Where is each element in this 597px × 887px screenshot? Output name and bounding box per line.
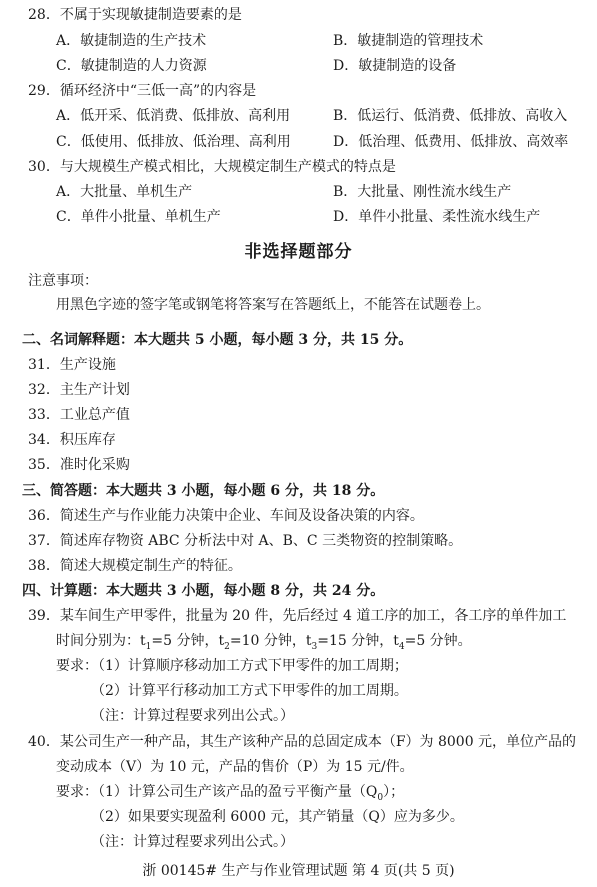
q28-option-a: A．敏捷制造的生产技术 [56, 33, 207, 49]
q29-option-c: C．低使用、低排放、低治理、高利用 [56, 134, 291, 150]
q39-line2 [56, 632, 472, 656]
q30-stem: 30．与大规模生产模式相比，大规模定制生产模式的特点是 [28, 159, 396, 175]
q40-line1: 40．某公司生产一种产品，其生产该种产品的总固定成本（F）为 8000 元，单位产品的 [28, 734, 577, 750]
section-title: 非选择题部分 [244, 242, 353, 262]
part3-heading: 三、简答题：本大题共 3 小题，每小题 6 分，共 18 分。 [22, 483, 385, 499]
q39-requirement-1: 要求：（1）计算顺序移动加工方式下甲零件的加工周期； [56, 658, 408, 674]
part2-heading: 二、名词解释题：本大题共 5 小题，每小题 3 分，共 15 分。 [22, 332, 413, 348]
q29-stem: 29．循环经济中“三低一高”的内容是 [28, 83, 257, 99]
q29-option-b: B．低运行、低消费、低排放、高收入 [333, 108, 568, 124]
q28-option-c: C．敏捷制造的人力资源 [56, 58, 207, 74]
q40-line2: 变动成本（V）为 10 元，产品的售价（P）为 15 元/件。 [56, 759, 414, 775]
q29-option-a: A．低开采、低消费、低排放、高利用 [56, 108, 291, 124]
q28-stem: 28．不属于实现敏捷制造要素的是 [28, 7, 242, 23]
q39-line1: 39．某车间生产甲零件，批量为 20 件，先后经过 4 道工序的加工，各工序的单件加工 [28, 608, 567, 624]
q40-requirement-1: 要求：（1）计算公司生产该产品的盈亏平衡产量$(Q_0)$； [56, 784, 405, 803]
q34-item: 34．积压库存 [28, 432, 116, 448]
q39-time-2: $t_2=10$ 分钟， [218, 633, 306, 652]
q29-option-d: D．低治理、低费用、低排放、高效率 [333, 134, 569, 150]
q36-item: 36．简述生产与作业能力决策中企业、车间及设备决策的内容。 [28, 508, 424, 524]
q31-item: 31．生产设施 [28, 357, 116, 373]
q37-item: 37．简述库存物资 ABC 分析法中对 A、B、C 三类物资的控制策略。 [28, 533, 463, 549]
q28-option-d: D．敏捷制造的设备 [333, 58, 457, 74]
q39-requirement-2: （2）计算平行移动加工方式下甲零件的加工周期。 [91, 683, 408, 699]
q35-item: 35．准时化采购 [28, 457, 130, 473]
part4-heading: 四、计算题：本大题共 3 小题，每小题 8 分，共 24 分。 [22, 583, 385, 599]
q32-item: 32．主生产计划 [28, 382, 130, 398]
q30-option-d: D．单件小批量、柔性流水线生产 [333, 209, 541, 225]
q39-times-prefix: 时间分别为： [56, 633, 140, 649]
notice-text: 用黑色字迹的签字笔或钢笔将答案写在答题纸上，不能答在试题卷上。 [56, 297, 490, 313]
q30-option-b: B．大批量、刚性流水线生产 [333, 184, 512, 200]
q40-requirement-2: （2）如果要实现盈利 6000 元，其产销量（Q）应为多少。 [91, 809, 464, 825]
q38-item: 38．简述大规模定制生产的特征。 [28, 558, 242, 574]
notice-heading: 注意事项： [28, 273, 98, 289]
q39-note: （注：计算过程要求列出公式。） [91, 708, 294, 724]
q30-option-c: C．单件小批量、单机生产 [56, 209, 221, 225]
page-footer: 浙 00145# 生产与作业管理试题 第 4 页(共 5 页) [142, 863, 455, 879]
q30-option-a: A．大批量、单机生产 [56, 184, 193, 200]
q33-item: 33．工业总产值 [28, 407, 130, 423]
q39-time-1: $t_1=5$ 分钟， [140, 633, 219, 652]
q40-note: （注：计算过程要求列出公式。） [91, 834, 294, 850]
q39-time-3: $t_3=15$ 分钟， [305, 633, 394, 652]
q28-option-b: B．敏捷制造的管理技术 [333, 33, 484, 49]
q39-time-4: $t_4=5$ 分钟。 [393, 633, 472, 652]
